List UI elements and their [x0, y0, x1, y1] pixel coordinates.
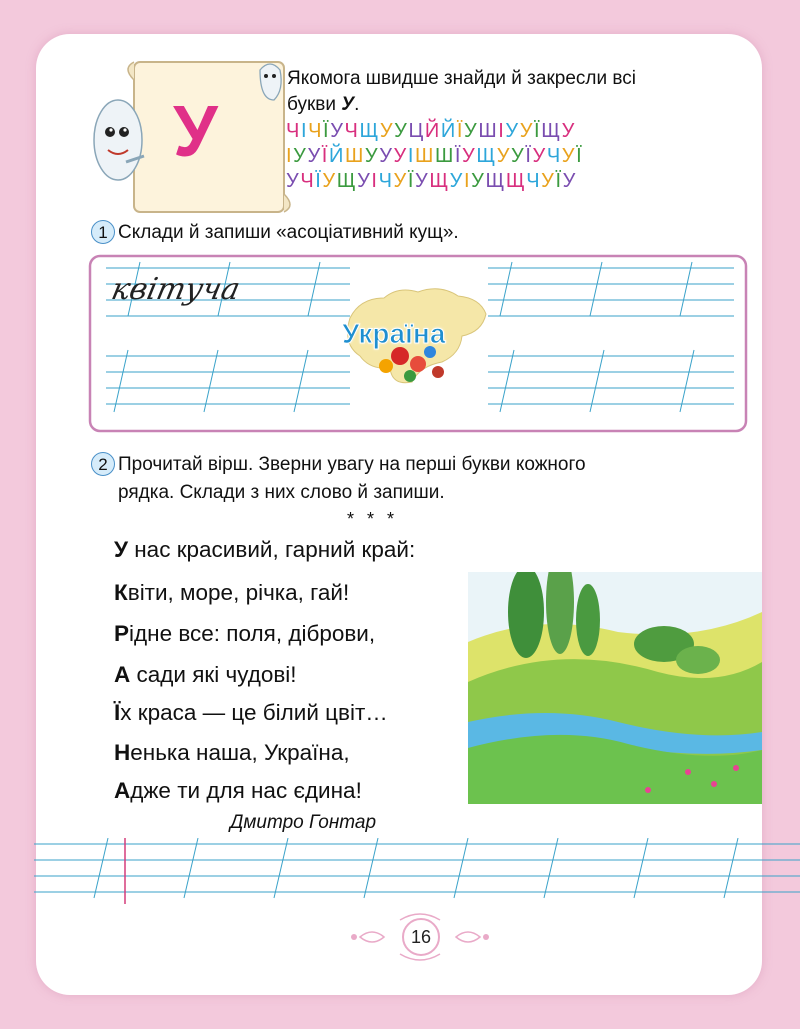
- task-top-line2: [287, 92, 359, 118]
- letter-cell[interactable]: Ш: [478, 120, 499, 142]
- letter-cell[interactable]: Ч: [286, 120, 301, 142]
- letter-cell[interactable]: Ш: [434, 145, 455, 167]
- letter-cell[interactable]: І: [371, 170, 379, 192]
- letter-cell[interactable]: У: [519, 120, 535, 142]
- letter-cell[interactable]: У: [464, 120, 479, 142]
- task1-text: Склади й запиши «асоціативний кущ».: [118, 222, 459, 243]
- letter-cell[interactable]: У: [415, 170, 430, 192]
- letter-cell[interactable]: У: [562, 170, 577, 192]
- letter-cell[interactable]: Ї: [576, 145, 584, 167]
- letter-cell[interactable]: У: [561, 145, 577, 167]
- ukraine-label: Україна: [342, 318, 446, 349]
- letter-cell[interactable]: У: [364, 145, 380, 167]
- letter-row-2: [286, 145, 583, 167]
- task-top-target-letter: У: [341, 94, 355, 115]
- letter-cell[interactable]: Щ: [505, 170, 527, 192]
- poem-line-initial: Р: [114, 621, 130, 646]
- letter-cell[interactable]: У: [532, 145, 547, 167]
- letter-row-1: [286, 120, 576, 142]
- letter-cell[interactable]: У: [379, 145, 394, 167]
- task2-text-line1: Прочитай вірш. Зверни увагу на перші букви кожного: [118, 454, 586, 475]
- page-number-wrap: [390, 906, 450, 966]
- poem-line-1: [114, 537, 415, 563]
- poem-line-rest: х краса — це білий цвіт…: [120, 700, 388, 725]
- letter-cell[interactable]: У: [393, 145, 408, 167]
- page-number: 16: [402, 918, 440, 956]
- letter-row-3: [286, 170, 577, 192]
- poem-line-3: [114, 621, 375, 647]
- poem-author: Дмитро Гонтар: [230, 812, 377, 833]
- letter-cell[interactable]: Ї: [315, 170, 323, 192]
- letter-cell[interactable]: У: [330, 120, 345, 142]
- letter-cell[interactable]: Щ: [429, 170, 450, 192]
- poem-line-initial: А: [114, 662, 131, 687]
- letter-cell[interactable]: Ї: [555, 170, 563, 192]
- letter-cell[interactable]: Ш: [344, 145, 365, 167]
- poem-line-4: [114, 662, 297, 688]
- poem-line-initial: А: [114, 778, 131, 803]
- letter-cell[interactable]: У: [496, 145, 512, 167]
- letter-cell[interactable]: У: [394, 120, 409, 142]
- letter-cell[interactable]: Й: [440, 120, 457, 142]
- poem-line-initial: Ї: [114, 700, 121, 725]
- poem-line-initial: К: [114, 580, 128, 605]
- poem-line-rest: дже ти для нас єдина!: [130, 778, 362, 803]
- poem-line-rest: ідне все: поля, діброви,: [129, 621, 376, 646]
- letter-cell[interactable]: У: [379, 120, 395, 142]
- letter-cell[interactable]: Ч: [308, 120, 324, 142]
- letter-cell[interactable]: У: [505, 120, 520, 142]
- letter-cell[interactable]: Ї: [321, 145, 329, 167]
- poem-line-rest: нас красивий, гарний край:: [128, 537, 416, 562]
- letter-cell[interactable]: У: [286, 170, 301, 192]
- letter-cell[interactable]: Ї: [323, 120, 331, 142]
- task-top-line2-suffix: .: [354, 94, 360, 115]
- letter-cell[interactable]: Ч: [300, 170, 316, 192]
- letter-cell[interactable]: Ц: [408, 120, 425, 142]
- letter-cell[interactable]: У: [471, 170, 486, 192]
- poem-line-initial: У: [114, 537, 128, 562]
- letter-cell[interactable]: У: [561, 120, 576, 142]
- letter-cell[interactable]: У: [293, 145, 308, 167]
- letter-cell[interactable]: Ї: [534, 120, 542, 142]
- poem-line-rest: сади які чудові!: [130, 662, 297, 687]
- poem-line-rest: енька наша, Україна,: [130, 740, 350, 765]
- letter-cell[interactable]: У: [322, 170, 337, 192]
- letter-cell[interactable]: Щ: [359, 120, 380, 142]
- letter-cell[interactable]: У: [541, 170, 556, 192]
- task-top-line2-prefix: букви: [287, 94, 342, 115]
- river-landscape-illustration: [468, 572, 762, 804]
- poem-line-2: [114, 580, 349, 606]
- poem-line-6: [114, 740, 350, 766]
- letter-cell[interactable]: У: [462, 145, 477, 167]
- task2-text-line2: рядка. Склади з них слово й запиши.: [118, 482, 445, 503]
- letter-cell[interactable]: Щ: [485, 170, 506, 192]
- letter-cell[interactable]: Ї: [407, 170, 415, 192]
- letter-cell[interactable]: У: [357, 170, 372, 192]
- letter-cell[interactable]: Щ: [336, 170, 358, 192]
- handwritten-word: квітуча: [108, 272, 244, 307]
- writing-lines[interactable]: [34, 838, 800, 908]
- letter-cell[interactable]: Ч: [526, 170, 542, 192]
- poem-line-5: [114, 700, 388, 726]
- letter-cell[interactable]: Ї: [525, 145, 533, 167]
- poem-stars: * * *: [347, 509, 399, 529]
- letter-cell[interactable]: Й: [328, 145, 345, 167]
- letter-cell[interactable]: І: [498, 120, 506, 142]
- letter-cell[interactable]: Ї: [456, 120, 464, 142]
- letter-cell[interactable]: У: [449, 170, 464, 192]
- letter-cell[interactable]: Й: [424, 120, 441, 142]
- letter-cell[interactable]: І: [286, 145, 294, 167]
- task1-number: 1: [91, 220, 115, 244]
- letter-cell[interactable]: І: [300, 120, 309, 142]
- poem-line-rest: віти, море, річка, гай!: [127, 580, 350, 605]
- letter-cell[interactable]: І: [407, 145, 415, 167]
- letter-cell[interactable]: Щ: [541, 120, 562, 142]
- poem-line-7: [114, 778, 362, 804]
- big-letter: У: [173, 92, 218, 172]
- letter-cell[interactable]: Ш: [415, 145, 435, 167]
- letter-cell[interactable]: Ч: [344, 120, 360, 142]
- task-top-line1: Якомога швидше знайди й закресли всі: [287, 68, 636, 89]
- letter-cell[interactable]: У: [393, 170, 408, 192]
- letter-cell[interactable]: Ч: [546, 145, 562, 167]
- letter-cell[interactable]: Ї: [454, 145, 463, 167]
- letter-cell[interactable]: Щ: [476, 145, 497, 167]
- task2-number: 2: [91, 452, 115, 476]
- letter-cell[interactable]: І: [463, 170, 472, 192]
- letter-cell[interactable]: У: [307, 145, 322, 167]
- letter-cell[interactable]: Ч: [378, 170, 394, 192]
- letter-cell[interactable]: У: [511, 145, 526, 167]
- poem-line-initial: Н: [114, 740, 131, 765]
